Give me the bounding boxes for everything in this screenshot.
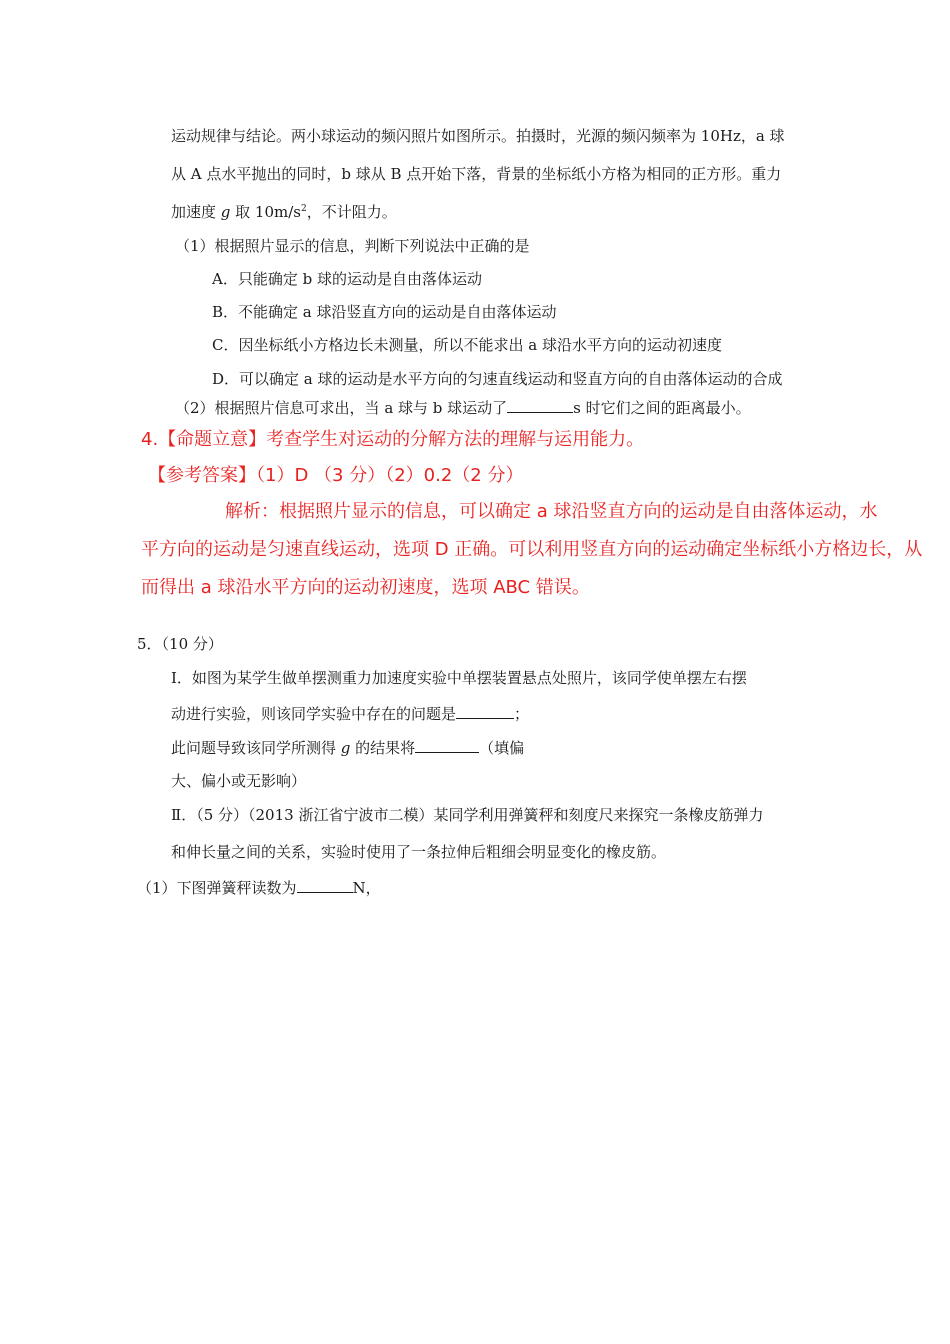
- answer-blank: [456, 704, 514, 719]
- sub-question-1-end: N，: [352, 879, 381, 897]
- intro-line-1: 运动规律与结论。两小球运动的频闪照片如图所示。拍摄时，光源的频闪频率为 10Hz，a 球: [171, 127, 785, 145]
- part-1-line-3: [171, 738, 524, 758]
- answer-blank: [507, 398, 573, 413]
- option-c: C．因坐标纸小方格边长未测量，所以不能求出 a 球沿水平方向的运动初速度: [212, 336, 722, 354]
- answer-blank: [297, 878, 353, 893]
- intro-line-3-text: 加速度: [171, 203, 221, 221]
- question-2: [175, 398, 751, 418]
- analysis-line-2: 平方向的运动是匀速直线运动，选项 D 正确。可以利用竖直方向的运动确定坐标纸小方格边长，从: [141, 539, 923, 560]
- question-2-text: （2）根据照片信息可求出，当 a 球与 b 球运动了: [175, 399, 508, 417]
- question-5-header: 5．（10 分）: [137, 635, 223, 653]
- intro-line-3-end: ，不计阻力。: [306, 203, 397, 221]
- part-1-line-2: [171, 704, 529, 724]
- gravity-symbol: g: [220, 203, 231, 221]
- sub-question-1-text: （1）下图弹簧秤读数为: [137, 879, 297, 897]
- part-1-line-3-end: （填偏: [479, 739, 525, 757]
- part-1-line-3-text: 此问题导致该同学所测得: [171, 739, 341, 757]
- option-a: A．只能确定 b 球的运动是自由落体运动: [212, 270, 482, 288]
- intro-line-3-unit: 取 10m/s: [230, 203, 301, 221]
- analysis-line-1: 解析：根据照片显示的信息，可以确定 a 球沿竖直方向的运动是自由落体运动，水: [225, 501, 878, 522]
- intent-line: 4.【命题立意】考查学生对运动的分解方法的理解与运用能力。: [141, 429, 645, 450]
- intro-line-3: [171, 202, 397, 222]
- part-1-line-1: Ⅰ．如图为某学生做单摆测重力加速度实验中单摆装置悬点处照片，该同学使单摆左右摆: [171, 669, 747, 687]
- analysis-line-3: 而得出 a 球沿水平方向的运动初速度，选项 ABC 错误。: [141, 577, 590, 598]
- intro-line-2: 从 A 点水平抛出的同时，b 球从 B 点开始下落，背景的坐标纸小方格为相同的正方形。重力: [171, 165, 782, 183]
- unit-exponent: 2: [301, 204, 307, 214]
- question-2-end: s 时它们之间的距离最小。: [573, 399, 751, 417]
- part-1-line-4: 大、偏小或无影响）: [171, 772, 307, 790]
- sub-question-1: [137, 878, 381, 898]
- option-b: B．不能确定 a 球沿竖直方向的运动是自由落体运动: [212, 303, 557, 321]
- part-2-line-2: 和伸长量之间的关系，实验时使用了一条拉伸后粗细会明显变化的橡皮筋。: [171, 843, 667, 861]
- part-1-line-2-end: ；: [514, 705, 530, 723]
- reference-answer: 【参考答案】（1）D （3 分）（2）0.2（2 分）: [148, 465, 524, 486]
- option-d: D．可以确定 a 球的运动是水平方向的匀速直线运动和竖直方向的自由落体运动的合成: [212, 370, 783, 388]
- part-2-line-1: Ⅱ．（5 分）（2013 浙江省宁波市二模）某同学利用弹簧秤和刻度尺来探究一条橡皮筋弹力: [171, 806, 764, 824]
- part-1-line-3-mid: 的结果将: [350, 739, 416, 757]
- part-1-line-2-text: 动进行实验，则该同学实验中存在的问题是: [171, 705, 457, 723]
- question-1-stem: （1）根据照片显示的信息，判断下列说法中正确的是: [175, 237, 530, 255]
- answer-blank: [415, 738, 479, 753]
- gravity-symbol: g: [340, 739, 351, 757]
